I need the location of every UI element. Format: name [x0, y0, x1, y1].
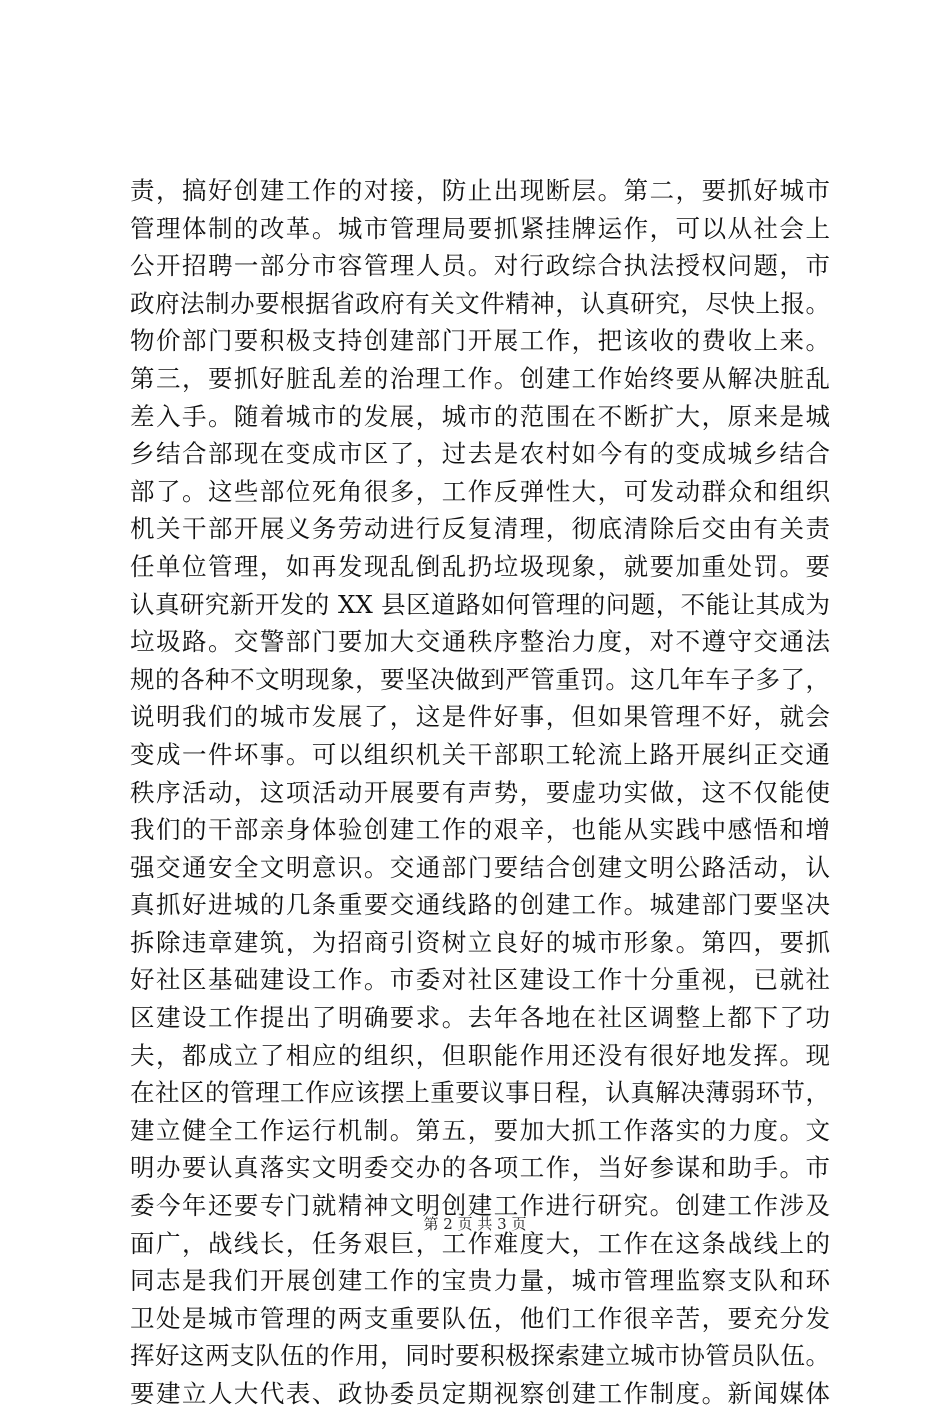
- text-line: 好社区基础建设工作。市委对社区建设工作十分重视，已就社: [130, 965, 830, 995]
- text-line: 委今年还要专门就精神文明创建工作进行研究。创建工作涉及: [130, 1191, 830, 1221]
- text-line: 乡结合部现在变成市区了，过去是农村如今有的变成城乡结合: [130, 439, 830, 469]
- text-line: 区建设工作提出了明确要求。去年各地在社区调整上都下了功: [130, 1003, 830, 1033]
- text-line: 部了。这些部位死角很多，工作反弹性大，可发动群众和组织: [130, 476, 830, 506]
- text-line: 明办要认真落实文明委交办的各项工作，当好参谋和助手。市: [130, 1153, 830, 1183]
- page-number: 第 2 页 共 3 页: [423, 1215, 527, 1233]
- text-line: 认真研究新开发的 XX 县区道路如何管理的问题，不能让其成为: [130, 589, 830, 619]
- text-line: 差入手。随着城市的发展，城市的范围在不断扩大，原来是城: [130, 401, 830, 431]
- text-line: 管理体制的改革。城市管理局要抓紧挂牌运作，可以从社会上: [130, 213, 830, 243]
- text-line: 卫处是城市管理的两支重要队伍，他们工作很辛苦，要充分发: [130, 1303, 830, 1333]
- text-line: 面广，战线长，任务艰巨，工作难度大，工作在这条战线上的: [130, 1228, 830, 1258]
- page-footer: [0, 1214, 950, 1234]
- text-line: 政府法制办要根据省政府有关文件精神，认真研究，尽快上报。: [130, 288, 830, 318]
- text-line: 垃圾路。交警部门要加大交通秩序整治力度，对不遵守交通法: [130, 627, 830, 657]
- text-line: 我们的干部亲身体验创建工作的艰辛，也能从实践中感悟和增: [130, 815, 830, 845]
- text-line: 规的各种不文明现象，要坚决做到严管重罚。这几年车子多了，: [130, 664, 830, 694]
- text-line: 真抓好进城的几条重要交通线路的创建工作。城建部门要坚决: [130, 890, 830, 920]
- text-line: 物价部门要积极支持创建部门开展工作，把该收的费收上来。: [130, 326, 830, 356]
- text-line: 变成一件坏事。可以组织机关干部职工轮流上路开展纠正交通: [130, 739, 830, 769]
- text-line: 挥好这两支队伍的作用，同时要积极探索建立城市协管员队伍。: [130, 1341, 830, 1371]
- text-line: 任单位管理，如再发现乱倒乱扔垃圾现象，就要加重处罚。要: [130, 551, 830, 581]
- text-line: 责，搞好创建工作的对接，防止出现断层。第二，要抓好城市: [130, 176, 830, 205]
- text-line: 拆除违章建筑，为招商引资树立良好的城市形象。第四，要抓: [130, 927, 830, 957]
- text-line: 说明我们的城市发展了，这是件好事，但如果管理不好，就会: [130, 702, 830, 732]
- text-line: 要建立人大代表、政协委员定期视察创建工作制度。新闻媒体: [130, 1379, 830, 1408]
- text-line: 公开招聘一部分市容管理人员。对行政综合执法授权问题，市: [130, 251, 830, 281]
- text-line: 同志是我们开展创建工作的宝贵力量，城市管理监察支队和环: [130, 1266, 830, 1296]
- text-line: 秩序活动，这项活动开展要有声势，要虚功实做，这不仅能使: [130, 777, 830, 807]
- text-line: 第三，要抓好脏乱差的治理工作。创建工作始终要从解决脏乱: [130, 363, 830, 393]
- text-line: 机关干部开展义务劳动进行反复清理，彻底清除后交由有关责: [130, 514, 830, 544]
- text-line: 强交通安全文明意识。交通部门要结合创建文明公路活动，认: [130, 852, 830, 882]
- text-line: 建立健全工作运行机制。第五，要加大抓工作落实的力度。文: [130, 1115, 830, 1145]
- text-line: 夫，都成立了相应的组织，但职能作用还没有很好地发挥。现: [130, 1040, 830, 1070]
- text-line: 在社区的管理工作应该摆上重要议事日程，认真解决薄弱环节，: [130, 1078, 830, 1108]
